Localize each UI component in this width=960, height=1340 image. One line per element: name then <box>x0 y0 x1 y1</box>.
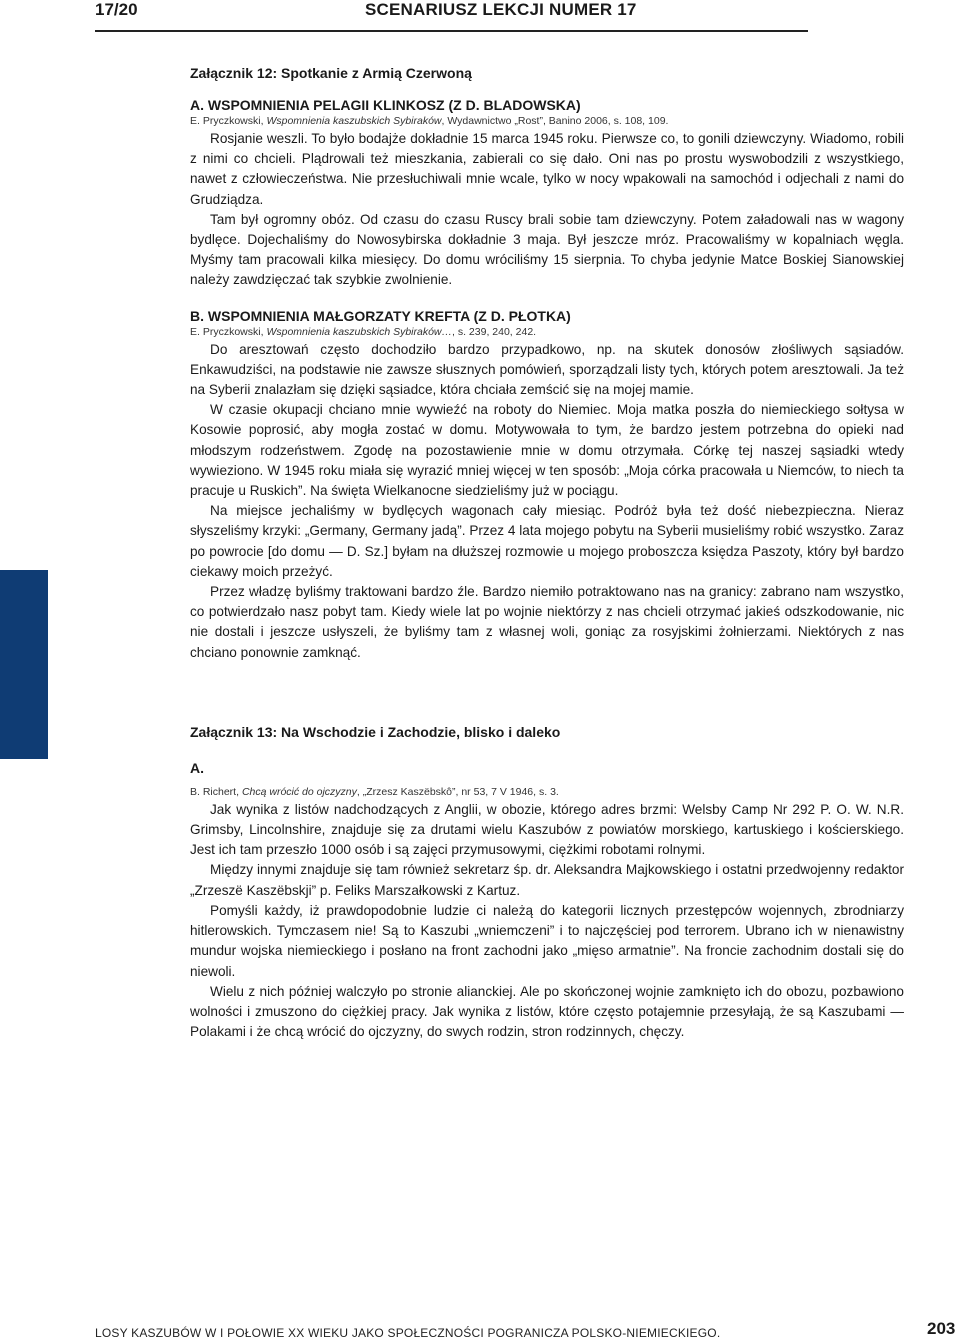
main-content <box>190 64 904 1042</box>
paragraph: Jak wynika z listów nadchodzących z Anglii, w obozie, którego adres brzmi: Welsby Camp Nr 292 P. O. W. N.R. Grimsby, Lincolnshire, znajduje się za drutami wielu Kaszubów z powiatów morskiego, kartuskiego i kościerskiego. Jest ich tam przeszło 1000 osób i są zajęci przymusowymi, ciężkimi robotami rolnymi. <box>190 801 904 858</box>
side-accent-bar <box>0 570 48 759</box>
section-a-heading: WSPOMNIENIA PELAGII KLINKOSZ (Z D. BLADOWSKA) <box>207 97 581 113</box>
paragraph: Przez władzę byliśmy traktowani bardzo źle. Bardzo niemiło potraktowano nas na granicy: zabrano nam wszystko, co potwierdzało nasz pobyt tam. Kiedy wiele lat po wojnie niektórzy z nas chcieli otrzymać jakieś odszkodowanie, nic nie dostali i jeszcze usłyszeli, że byliśmy tam z własnej woli, goniąc za rosyjskimi żołnierzami. Niektórych z nas chciano ponownie zamknąć. <box>190 584 904 660</box>
attachment-13-section-a-letter: A. <box>190 759 204 776</box>
paragraph: Wielu z nich później walczyło po stronie alianckiej. Ale po skończonej wojnie zamknięto ich do obozu, pozbawiono wolności i zmuszono do ciężkiej pracy. Jak wynika z listów, które często potajemnie przesyłają, że są Kaszubami — Polakami i że chcą wrócić do ojczyzny, do swych rodzin, stron rodzinnych, chęczy. <box>190 983 904 1040</box>
section-b-title <box>190 307 904 325</box>
attachment-13-section-a-title <box>190 759 904 777</box>
paragraph: Rosjanie weszli. To było bodajże dokładnie 15 marca 1945 roku. Pierwsze co, to gonili dziewczyny. Wiadomo, robili z nimi co chcieli. Plądrowali też mieszkania, zabierali co się dało. Oni nas po prostu wyswobodzili z wszystkiego, nawet z człowieczeństwa. Nie przesłuchiwali mnie wcale, tylko w nocy wpakowali na samochód i odjechali z nami do Grudziądza. <box>190 131 904 207</box>
paragraph: Na miejsce jechaliśmy w bydlęcych wagonach cały miesiąc. Podróż była też dość niebezpieczna. Nieraz słyszeliśmy krzyki: „Germany, Germany jadą”. Przez 4 lata mojego pobytu na Syberii musieliśmy robić wszystko. Zaraz po powrocie [do domu — D. Sz.] byłam na dłuższej rozmowie u mojego proboszcza księdza Paszoty, który był bardzo ciekawy moich przeżyć. <box>190 503 904 579</box>
paragraph: Między innymi znajduje się tam również sekretarz śp. dr. Aleksandra Majkowskiego i ostatni przedwojenny redaktor „Zrzeszë Kaszëbskji” p. Feliks Marszałkowski z Kartuz. <box>190 862 904 898</box>
attachment-13-title: Załącznik 13: Na Wschodzie i Zachodzie, blisko i daleko <box>190 723 561 740</box>
section-b-source: E. Pryczkowski, Wspomnienia kaszubskich Sybiraków…, s. 239, 240, 242. <box>190 325 537 338</box>
paragraph: Tam był ogromny obóz. Od czasu do czasu Ruscy brali sobie tam dziewczyny. Potem załadowali nas w wagony bydlęce. Dojechaliśmy do Nowosybirska dokładnie 3 maja. Był jeszcze mróz. Pracowaliśmy w kopalniach węgla. Myśmy tam pracowali kilka miesięcy. Do domu wróciliśmy 15 sierpnia. To chyba jedynie Matce Boskiej Sianowskiej należy zawdzięczać tak szybkie zwolnienie. <box>190 211 904 288</box>
attachment-12-title: Załącznik 12: Spotkanie z Armią Czerwoną <box>190 65 472 81</box>
paragraph: Do aresztowań często dochodziło bardzo przypadkowo, np. na skutek donosów złośliwych sąsiadów. Enkawudziści, na podstawie nie zawsze słusznych pomówień, sporządzali listy tych, których potem aresztowali. Ja też na Syberii znalazłam się dzięki sąsiadce, która chciała zemścić się na mojej mamie. <box>190 341 904 398</box>
lesson-title: SCENARIUSZ LEKCJI NUMER 17 <box>365 0 637 19</box>
page-footer: LOSY KASZUBÓW W I POŁOWIE XX WIEKU JAKO SPOŁECZNOŚCI POGRANICZA POLSKO-NIEMIECKIEGO. <box>95 1326 721 1340</box>
page-indicator: 17/20 <box>95 0 138 19</box>
paragraph: W czasie okupacji chciano mnie wywieźć na roboty do Niemiec. Moja matka poszła do niemieckiego sołtysa w Kosowie poprosić, aby mogła zostać w domu. Motywowała to tym, że bardzo jestem potrzebna do opieki nad młodszym rodzeństwem. Zgodę na pozostawienie mnie w domu otrzymała. Córkę tej naszej sąsiadki wtedy wywieziono. W 1945 roku miała się wyrazić mniej więcej w ten sposób: „Moja córka pracowała u Niemców, to niech ta pracuje u Ruskich”. Na święta Wielkanocne siedzieliśmy już w pociągu. <box>190 402 904 499</box>
page-header <box>95 0 808 32</box>
section-b-letter: B. <box>190 307 204 324</box>
section-a-source: E. Pryczkowski, Wspomnienia kaszubskich Sybiraków, Wydawnictwo „Rost”, Banino 2006, s. 108, 109. <box>190 115 669 127</box>
paragraph: Pomyśli każdy, iż prawdopodobnie ludzie ci należą do kategorii licznych przestępców wojennych, zbrodniarzy hitlerowskich. Tymczasem nie! Są to Kaszubi „wniemczeni” i to najczęściej pod terrorem. Ubrano ich w nienawistny mundur wojska niemieckiego i posłano na front zachodni jako „mięso armatnie”. Na froncie zachodnim dostali się do niewoli. <box>190 902 904 979</box>
section-a-letter: A. <box>190 97 204 113</box>
section-a-title <box>190 96 904 114</box>
attachment-13-source: B. Richert, Chcą wrócić do ojczyzny, „Zrzesz Kaszëbskô”, nr 53, 7 V 1946, s. 3. <box>190 785 559 798</box>
page-number: 203 <box>927 1319 956 1338</box>
section-b-heading: WSPOMNIENIA MAŁGORZATY KREFTA (Z D. PŁOTKA) <box>207 307 571 324</box>
